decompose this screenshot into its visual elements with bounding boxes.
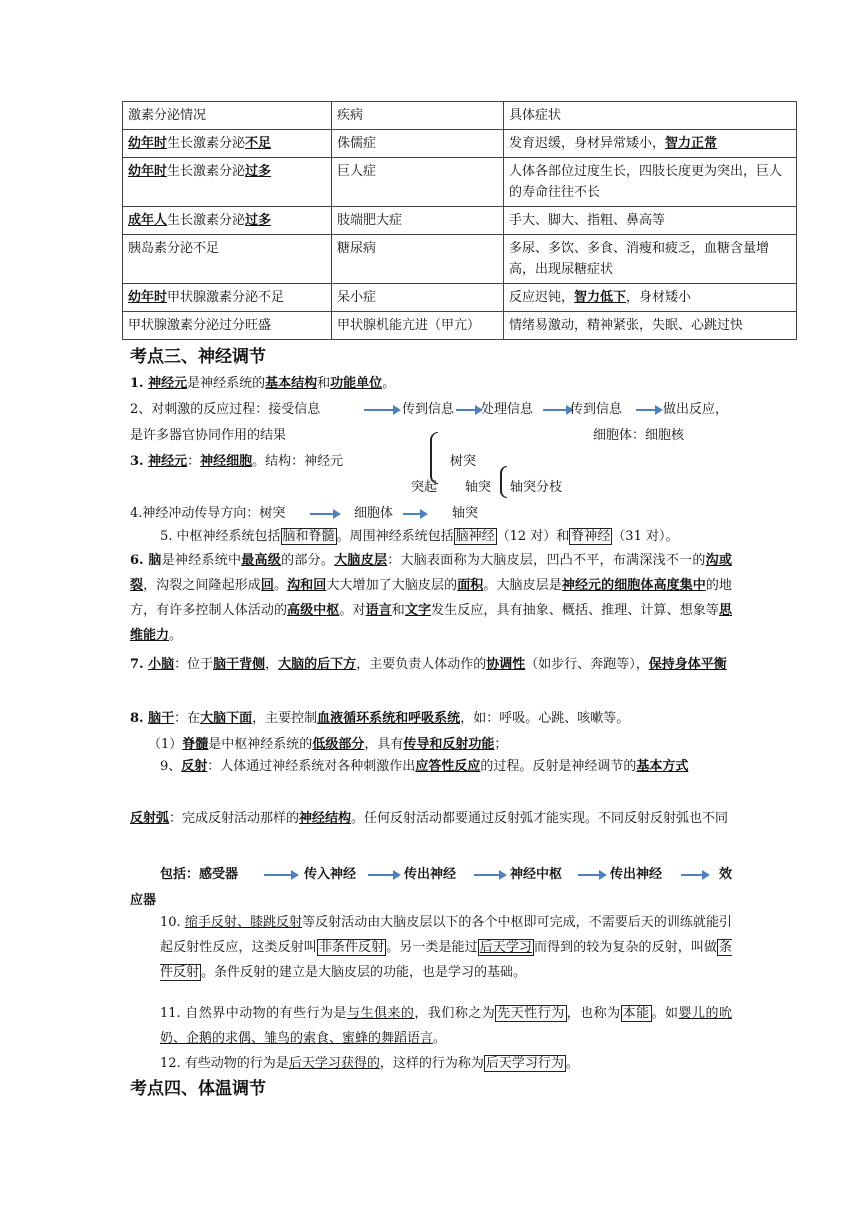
text-segment: 和 bbox=[317, 376, 331, 391]
text-segment: 不足 bbox=[245, 136, 272, 151]
text-segment: 是神经系统中 bbox=[161, 553, 242, 568]
reflex-tail: 应器 bbox=[130, 893, 157, 908]
text-segment: ，身材矮小 bbox=[626, 290, 692, 305]
text-segment: 生长激素分泌 bbox=[167, 136, 246, 151]
text-segment: （12 对）和 bbox=[496, 529, 570, 544]
text-segment: 。结构：神经元 bbox=[252, 454, 344, 469]
text-segment: 成年人 bbox=[128, 213, 168, 228]
text-segment: 9、 bbox=[160, 759, 182, 774]
text-segment: 。 bbox=[382, 376, 396, 391]
text-segment: 大脑的后下方 bbox=[278, 657, 357, 672]
text-segment: 先天性行为 bbox=[497, 1006, 565, 1021]
table-cell bbox=[504, 130, 797, 158]
table-cell: 甲状腺机能亢进（甲亢） bbox=[332, 312, 504, 340]
text-segment: 5. 中枢神经系统包括 bbox=[160, 529, 281, 544]
text-segment: 幼年时 bbox=[128, 290, 168, 305]
para-12 bbox=[160, 1052, 579, 1071]
header-cell: 具体症状 bbox=[504, 102, 797, 130]
text-segment: 神经元 bbox=[148, 376, 188, 391]
text-segment: 低级部分 bbox=[312, 737, 365, 752]
arrow-icon bbox=[264, 874, 292, 876]
text-segment: 的过程。反射是神经调节的 bbox=[480, 759, 637, 774]
table-cell: 巨人症 bbox=[332, 158, 504, 207]
table-cell bbox=[504, 284, 797, 312]
text-segment: ； bbox=[494, 737, 508, 752]
text-segment: 和 bbox=[391, 603, 405, 618]
arrow-icon bbox=[474, 874, 500, 876]
text-segment: 最高级 bbox=[241, 553, 282, 568]
text-segment: 。 bbox=[565, 1056, 579, 1071]
text-segment: 智力低下 bbox=[574, 290, 627, 305]
reaction-step: 处理信息 bbox=[481, 402, 534, 417]
para-1 bbox=[130, 372, 734, 391]
text-segment: 8. bbox=[130, 711, 149, 726]
impulse-prefix: 4.神经冲动传导方向：树突 bbox=[130, 506, 286, 521]
table-cell bbox=[504, 158, 797, 207]
reflex-step: 神经中枢 bbox=[510, 867, 563, 882]
text-segment: 神经细胞 bbox=[200, 454, 253, 469]
text-segment: 神经元 bbox=[148, 454, 188, 469]
impulse-mid: 细胞体 bbox=[354, 506, 394, 521]
text-segment: 的地方，有许多控制人体活动的 bbox=[130, 578, 732, 618]
reflex-prefix-text: 包括： bbox=[160, 867, 200, 882]
arrow-icon bbox=[368, 874, 394, 876]
text-segment: 幼年时 bbox=[128, 164, 168, 179]
text-segment: 10. bbox=[160, 915, 185, 930]
cell-body-label: 细胞体：细胞核 bbox=[593, 428, 685, 443]
text-segment: 反应迟钝， bbox=[509, 290, 575, 305]
text-segment: 缩手反射、膝跳反射 bbox=[184, 915, 303, 930]
table-cell bbox=[504, 207, 797, 235]
text-segment: 。如 bbox=[651, 1006, 679, 1021]
text-segment: 甲状腺激素分泌过分旺盛 bbox=[128, 318, 272, 333]
text-segment: 语言 bbox=[365, 603, 392, 618]
text-segment: 大大增加了大脑皮层的 bbox=[326, 578, 458, 593]
section-title-nerve: 考点三、神经调节 bbox=[130, 347, 266, 367]
text-segment: ，我们称之为 bbox=[414, 1006, 496, 1021]
table-cell bbox=[504, 235, 797, 284]
reflex-prefix bbox=[160, 863, 238, 882]
text-segment: 脊髓 bbox=[182, 737, 209, 752]
para-10 bbox=[160, 910, 732, 985]
header-cell: 激素分泌情况 bbox=[123, 102, 332, 130]
para-8a bbox=[148, 733, 507, 752]
text-segment: 回 bbox=[260, 578, 274, 593]
table-cell bbox=[123, 284, 332, 312]
table-cell bbox=[123, 158, 332, 207]
text-segment: 幼年时 bbox=[128, 136, 168, 151]
reflex-step: 传出神经 bbox=[404, 867, 457, 882]
text-segment: 文字 bbox=[404, 603, 432, 618]
text-segment: 脑和脊髓 bbox=[282, 529, 335, 544]
text-segment: ：完成反射活动那样的 bbox=[169, 811, 300, 826]
section-title-temperature: 考点四、体温调节 bbox=[130, 1079, 266, 1099]
text-segment: 。周围神经系统包括 bbox=[336, 529, 454, 544]
impulse-end: 轴突 bbox=[452, 506, 479, 521]
text-segment: ，沟裂之间隆起形成 bbox=[143, 578, 261, 593]
text-segment: 。大脑皮层是 bbox=[483, 578, 562, 593]
text-segment: 手大、脚大、指粗、鼻高等 bbox=[509, 213, 666, 228]
table-row bbox=[123, 235, 797, 284]
text-segment: 脑神经 bbox=[455, 529, 495, 544]
text-segment: 智力正常 bbox=[665, 136, 718, 151]
text-segment: 多尿、多饮、多食、消瘦和疲乏，血糖含量增高，出现尿糖症状 bbox=[509, 241, 770, 277]
text-segment: 非条件反射 bbox=[318, 940, 385, 955]
text-segment: 。 bbox=[169, 628, 183, 643]
para-11 bbox=[160, 1001, 732, 1051]
text-segment: 基本结构 bbox=[265, 376, 318, 391]
text-segment: 甲状腺激素分泌不足 bbox=[167, 290, 285, 305]
text-segment: 应答性反应 bbox=[415, 759, 481, 774]
text-segment: ，这样的行为称为 bbox=[379, 1056, 484, 1071]
reflex-step: 感受器 bbox=[199, 867, 239, 882]
text-segment: ，主要负责人体动作的 bbox=[356, 657, 487, 672]
table-row bbox=[123, 284, 797, 312]
text-segment: 6. bbox=[130, 553, 149, 568]
text-segment: 过多 bbox=[245, 164, 272, 179]
arrow-icon bbox=[403, 513, 421, 515]
para-9b bbox=[130, 806, 732, 831]
text-segment: 高级中枢 bbox=[287, 603, 340, 618]
reaction-line2: 是许多器官协同作用的结果 bbox=[130, 428, 287, 443]
text-segment: 人体各部位过度生长，四肢长度更为突出，巨人的寿命往往不长 bbox=[509, 164, 783, 200]
text-segment: 基本方式 bbox=[636, 759, 689, 774]
text-segment: ，也称为 bbox=[566, 1006, 621, 1021]
para-6 bbox=[130, 548, 732, 648]
brace-icon bbox=[500, 466, 507, 498]
text-segment: 脑干背侧 bbox=[213, 657, 266, 672]
text-segment: 。 bbox=[273, 578, 288, 593]
reaction-step: 传到信息 bbox=[570, 402, 623, 417]
text-segment: 是神经系统的 bbox=[187, 376, 266, 391]
text-segment: 脊神经 bbox=[571, 529, 611, 544]
reflex-step: 传入神经 bbox=[304, 867, 357, 882]
text-segment: 反射 bbox=[181, 759, 208, 774]
text-segment: 发育迟缓，身材异常矮小， bbox=[509, 136, 666, 151]
text-segment: 胰岛素分泌不足 bbox=[128, 241, 220, 256]
para-3 bbox=[130, 450, 343, 469]
header-cell: 疾病 bbox=[332, 102, 504, 130]
table-row bbox=[123, 158, 797, 207]
text-segment: ：人体通过神经系统对各种刺激作出 bbox=[207, 759, 416, 774]
text-segment: ，主要控制 bbox=[252, 711, 318, 726]
text-segment: 发生反应，具有抽象、概括、推理、计算、想象等 bbox=[431, 603, 719, 618]
text-segment: ，如：呼吸。心跳、咳嗽等。 bbox=[460, 711, 630, 726]
arrow-icon bbox=[681, 874, 703, 876]
text-segment: 1. bbox=[130, 376, 149, 391]
table-cell bbox=[504, 312, 797, 340]
text-segment: 生长激素分泌 bbox=[167, 164, 246, 179]
para-8 bbox=[130, 707, 629, 726]
arrow-icon bbox=[364, 409, 394, 411]
text-segment: 脑干 bbox=[148, 711, 175, 726]
text-segment: ：在 bbox=[174, 711, 201, 726]
axon-branch-label: 轴突分枝 bbox=[510, 480, 563, 495]
text-segment: 与生俱来的 bbox=[347, 1006, 415, 1021]
table-cell bbox=[123, 312, 332, 340]
reflex-step: 传出神经 bbox=[610, 867, 663, 882]
text-segment: 。条件反射的建立是大脑皮层的功能，也是学习的基础。 bbox=[201, 965, 527, 980]
table-cell bbox=[123, 130, 332, 158]
text-segment: 神经结构 bbox=[299, 811, 352, 826]
text-segment: 保持身体平衡 bbox=[648, 657, 727, 672]
process-label: 突起 bbox=[411, 480, 438, 495]
text-segment: 反射弧 bbox=[130, 811, 170, 826]
text-segment: ，具有 bbox=[364, 737, 404, 752]
arrow-icon bbox=[310, 513, 334, 515]
text-segment: 后天学习 bbox=[479, 940, 532, 955]
table-row bbox=[123, 312, 797, 340]
table-cell: 肢端肥大症 bbox=[332, 207, 504, 235]
text-segment: 。任何反射活动都要通过反射弧才能实现。不同反射反射弧也不同 bbox=[351, 811, 729, 826]
text-segment: 的部分。 bbox=[281, 553, 335, 568]
text-segment: 。 bbox=[433, 1031, 447, 1046]
text-segment: 脑 bbox=[148, 553, 162, 568]
text-segment: 生长激素分泌 bbox=[167, 213, 246, 228]
text-segment: 后天学习行为 bbox=[485, 1056, 564, 1071]
text-segment: ： bbox=[187, 454, 201, 469]
reaction-prefix: 2、对刺激的反应过程：接受信息 bbox=[130, 402, 321, 417]
table-cell bbox=[123, 235, 332, 284]
text-segment: 沟和回 bbox=[287, 578, 327, 593]
table-row bbox=[123, 130, 797, 158]
text-segment: 协调性 bbox=[486, 657, 526, 672]
text-segment: 神经元的细胞体高度集中 bbox=[561, 578, 706, 593]
text-segment: 。对 bbox=[339, 603, 366, 618]
text-segment: ：位于 bbox=[174, 657, 214, 672]
text-segment: ：大脑表面称为大脑皮层，凹凸不平，布满深浅不一的 bbox=[387, 553, 706, 568]
reaction-step: 传到信息 bbox=[402, 402, 455, 417]
text-segment: 情绪易激动，精神紧张，失眠、心跳过快 bbox=[509, 318, 744, 333]
text-segment: ， bbox=[265, 657, 279, 672]
table-cell: 呆小症 bbox=[332, 284, 504, 312]
text-segment: 12. 有些动物的行为是 bbox=[160, 1056, 289, 1071]
reflex-step: 效 bbox=[719, 867, 733, 882]
text-segment: 而得到的较为复杂的反射，叫做 bbox=[533, 940, 717, 955]
table-row bbox=[123, 207, 797, 235]
text-segment: 大脑下面 bbox=[200, 711, 253, 726]
table-cell bbox=[123, 207, 332, 235]
text-segment: 条件反射 bbox=[160, 940, 732, 980]
hormone-disease-table bbox=[122, 101, 797, 340]
table-cell: 侏儒症 bbox=[332, 130, 504, 158]
text-segment: （1） bbox=[148, 737, 183, 752]
text-segment: 婴儿的吮奶、企鹅的求偶、雏鸟的索食、蜜蜂的舞蹈语言 bbox=[160, 1006, 732, 1046]
text-segment: 7. bbox=[130, 657, 149, 672]
dendrite-label: 树突 bbox=[450, 454, 477, 469]
text-segment: 后天学习获得的 bbox=[288, 1056, 380, 1071]
text-segment: （如步行、奔跑等）， bbox=[525, 657, 649, 672]
text-segment: 11. 自然界中动物的有些行为是 bbox=[160, 1006, 348, 1021]
arrow-icon bbox=[543, 409, 567, 411]
text-segment: 功能单位 bbox=[330, 376, 383, 391]
para-9 bbox=[130, 754, 732, 779]
text-segment: 是中枢神经系统的 bbox=[208, 737, 313, 752]
text-segment: 等反射活动由大脑皮层以下的各个中枢即可完成，不需要后天的训练就能引起反射性反应，这类反射叫 bbox=[160, 915, 732, 955]
text-segment: 本能 bbox=[622, 1006, 650, 1021]
text-segment: 传导和反射功能 bbox=[403, 737, 495, 752]
reaction-step: 做出反应， bbox=[663, 402, 729, 417]
text-segment: 小脑 bbox=[148, 657, 175, 672]
arrow-icon bbox=[636, 409, 656, 411]
para-7 bbox=[130, 652, 732, 677]
text-segment: 血液循环系统和呼吸系统 bbox=[317, 711, 461, 726]
text-segment: 沟或裂 bbox=[130, 553, 732, 593]
text-segment: 过多 bbox=[245, 213, 272, 228]
para-5 bbox=[160, 525, 678, 544]
table-cell: 糖尿病 bbox=[332, 235, 504, 284]
text-segment: （31 对）。 bbox=[612, 529, 679, 544]
text-segment: 3. bbox=[130, 454, 149, 469]
arrow-icon bbox=[578, 874, 600, 876]
table-header-row bbox=[123, 102, 797, 130]
axon-label: 轴突 bbox=[465, 480, 492, 495]
text-segment: 面积 bbox=[457, 578, 484, 593]
arrow-icon bbox=[456, 409, 476, 411]
text-segment: 思维能力 bbox=[130, 603, 732, 643]
text-segment: 大脑皮层 bbox=[334, 553, 388, 568]
text-segment: 。另一类是能过 bbox=[386, 940, 478, 955]
